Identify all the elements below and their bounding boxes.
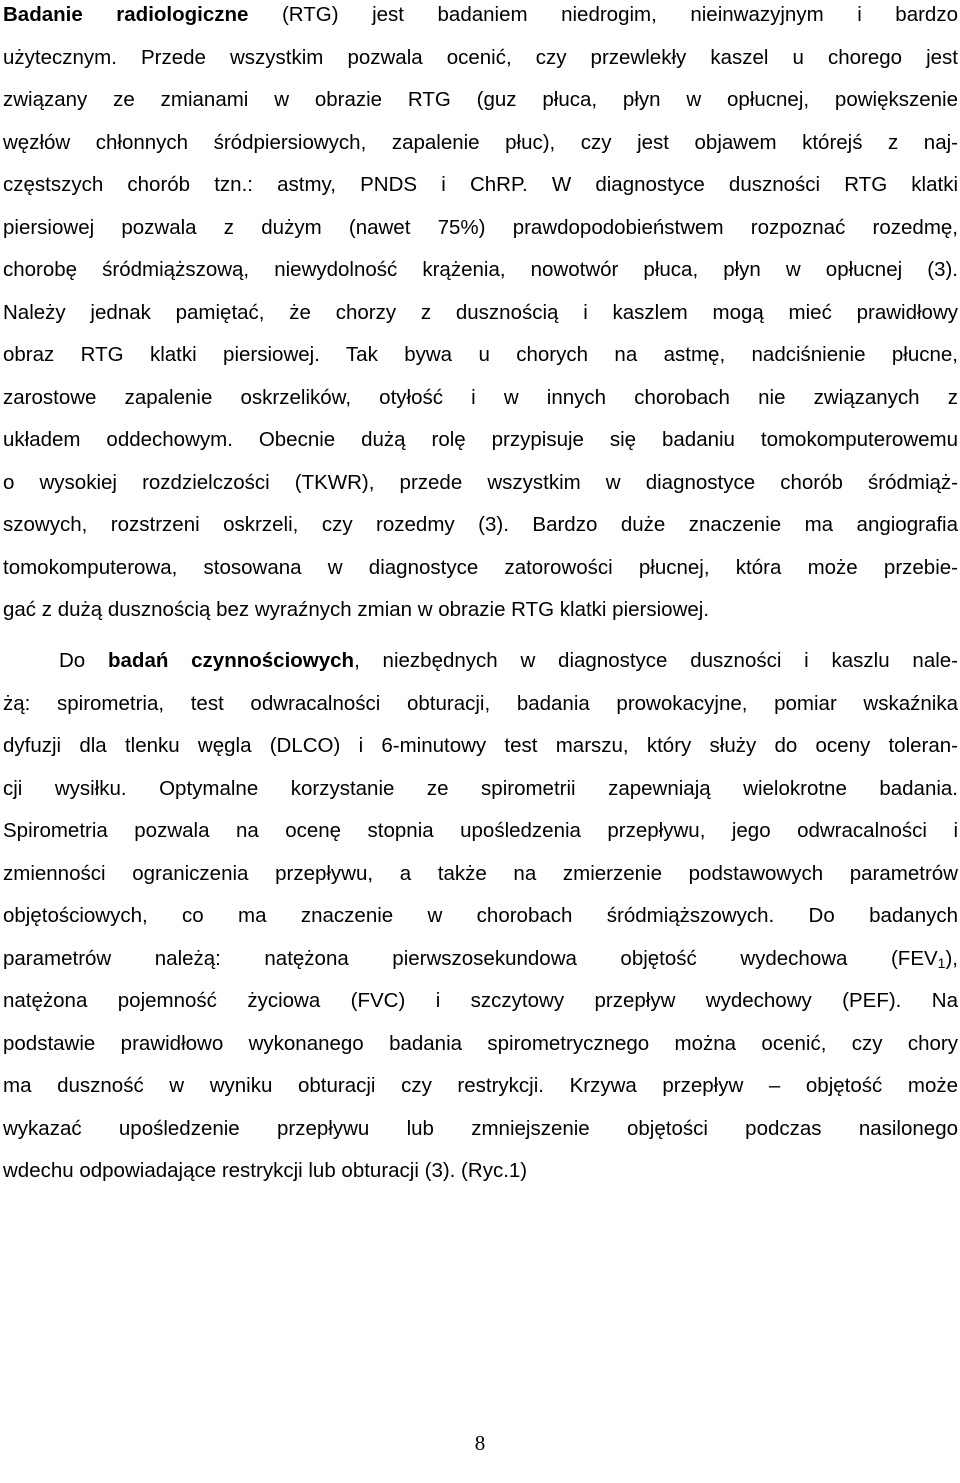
text-line — [3, 468, 958, 498]
text-segment: związany ze zmianami w obrazie RTG (guz płuca, płyn w opłucnej, powiększenie — [3, 88, 958, 111]
text-line — [3, 255, 958, 285]
text-segment: zarostowe zapalenie oskrzelików, otyłość i w innych chorobach nie związanych z — [3, 385, 958, 409]
text-segment: ), — [945, 946, 958, 970]
text-segment: szowych, rozstrzeni oskrzeli, czy rozedmy (3). Bardzo duże znaczenie ma angiografia — [3, 513, 958, 536]
text-line — [3, 298, 958, 328]
text-line — [3, 1029, 958, 1059]
text-segment: cji wysiłku. Optymalne korzystanie ze spirometrii zapewniają wielokrotne badania. — [3, 776, 958, 800]
text-line — [3, 1156, 958, 1186]
text-segment: Należy jednak pamiętać, że chorzy z dusznością i kaszlem mogą mieć prawidłowy — [3, 300, 958, 324]
text-line — [3, 774, 958, 804]
text-line — [3, 0, 958, 30]
text-segment: Do — [59, 649, 108, 672]
text-line — [3, 901, 958, 931]
text-segment: tomokomputerowa, stosowana w diagnostyce zatorowości płucnej, która może przebie- — [3, 555, 958, 579]
text-line — [3, 425, 958, 455]
text-segment: węzłów chłonnych śródpiersiowych, zapalenie płuc), czy jest objawem którejś z naj- — [3, 130, 958, 154]
text-line — [3, 731, 958, 761]
bold-term: Badanie radiologiczne — [3, 3, 249, 26]
text-segment: , niezbędnych w diagnostyce duszności i kaszlu nale- — [354, 649, 959, 672]
text-segment: zmienności ograniczenia przepływu, a także na zmierzenie podstawowych parametrów — [3, 861, 958, 885]
text-segment: chorobę śródmiąższową, niewydolność krążenia, nowotwór płuca, płyn w opłucnej (3). — [3, 258, 958, 281]
text-line — [3, 1114, 958, 1144]
text-line — [3, 170, 958, 200]
bold-term: badań czynnościowych — [108, 649, 355, 672]
text-line — [3, 689, 958, 719]
text-segment: Spirometria pozwala na ocenę stopnia upośledzenia przepływu, jego odwracalności i — [3, 819, 958, 842]
text-line — [3, 816, 958, 846]
text-segment: objętościowych, co ma znaczenie w chorobach śródmiąższowych. Do badanych — [3, 904, 958, 927]
text-segment: parametrów należą: natężona pierwszosekundowa objętość wydechowa (FEV — [3, 946, 938, 970]
text-segment: piersiowej pozwala z dużym (nawet 75%) prawdopodobieństwem rozpoznać rozedmę, — [3, 215, 958, 239]
text-line — [3, 510, 958, 540]
text-segment: użytecznym. Przede wszystkim pozwala ocenić, czy przewlekły kaszel u chorego jest — [3, 45, 958, 69]
text-segment: układem oddechowym. Obecnie dużą rolę przypisuje się badaniu tomokomputerowemu — [3, 428, 958, 451]
text-segment: natężona pojemność życiowa (FVC) i szczytowy przepływ wydechowy (PEF). Na — [3, 989, 958, 1012]
text-line — [3, 986, 958, 1016]
subscript: 1 — [937, 954, 946, 971]
text-segment: ma duszność w wyniku obturacji czy restrykcji. Krzywa przepływ – objętość może — [3, 1074, 958, 1097]
text-line — [3, 340, 958, 370]
text-segment: żą: spirometria, test odwracalności obturacji, badania prowokacyjne, pomiar wskaźnika — [3, 691, 958, 715]
page-number: 8 — [474, 1431, 486, 1455]
text-line — [3, 213, 958, 243]
text-line — [3, 859, 958, 889]
text-segment: częstszych chorób tzn.: astmy, PNDS i ChRP. W diagnostyce duszności RTG klatki — [3, 173, 958, 196]
text-segment: dyfuzji dla tlenku węgla (DLCO) i 6-minutowy test marszu, który służy do oceny toleran- — [3, 734, 958, 757]
text-segment: obraz RTG klatki piersiowej. Tak bywa u chorych na astmę, nadciśnienie płucne, — [3, 343, 958, 366]
text-segment: gać z dużą dusznością bez wyraźnych zmian w obrazie RTG klatki piersiowej. — [3, 598, 710, 621]
text-line — [3, 553, 958, 583]
text-segment: wdechu odpowiadające restrykcji lub obturacji (3). (Ryc.1) — [3, 1159, 528, 1182]
text-line — [3, 43, 958, 73]
text-line — [3, 85, 958, 115]
text-line — [3, 128, 958, 158]
text-line — [59, 646, 958, 676]
text-segment: podstawie prawidłowo wykonanego badania spirometrycznego można ocenić, czy chory — [3, 1031, 958, 1055]
text-line — [3, 595, 958, 625]
text-line — [3, 944, 958, 974]
text-line — [3, 383, 958, 413]
text-segment: o wysokiej rozdzielczości (TKWR), przede wszystkim w diagnostyce chorób śródmiąż- — [3, 470, 958, 494]
text-segment: wykazać upośledzenie przepływu lub zmniejszenie objętości podczas nasilonego — [3, 1116, 958, 1140]
text-line — [3, 1071, 958, 1101]
text-segment: (RTG) jest badaniem niedrogim, nieinwazyjnym i bardzo — [248, 3, 958, 26]
